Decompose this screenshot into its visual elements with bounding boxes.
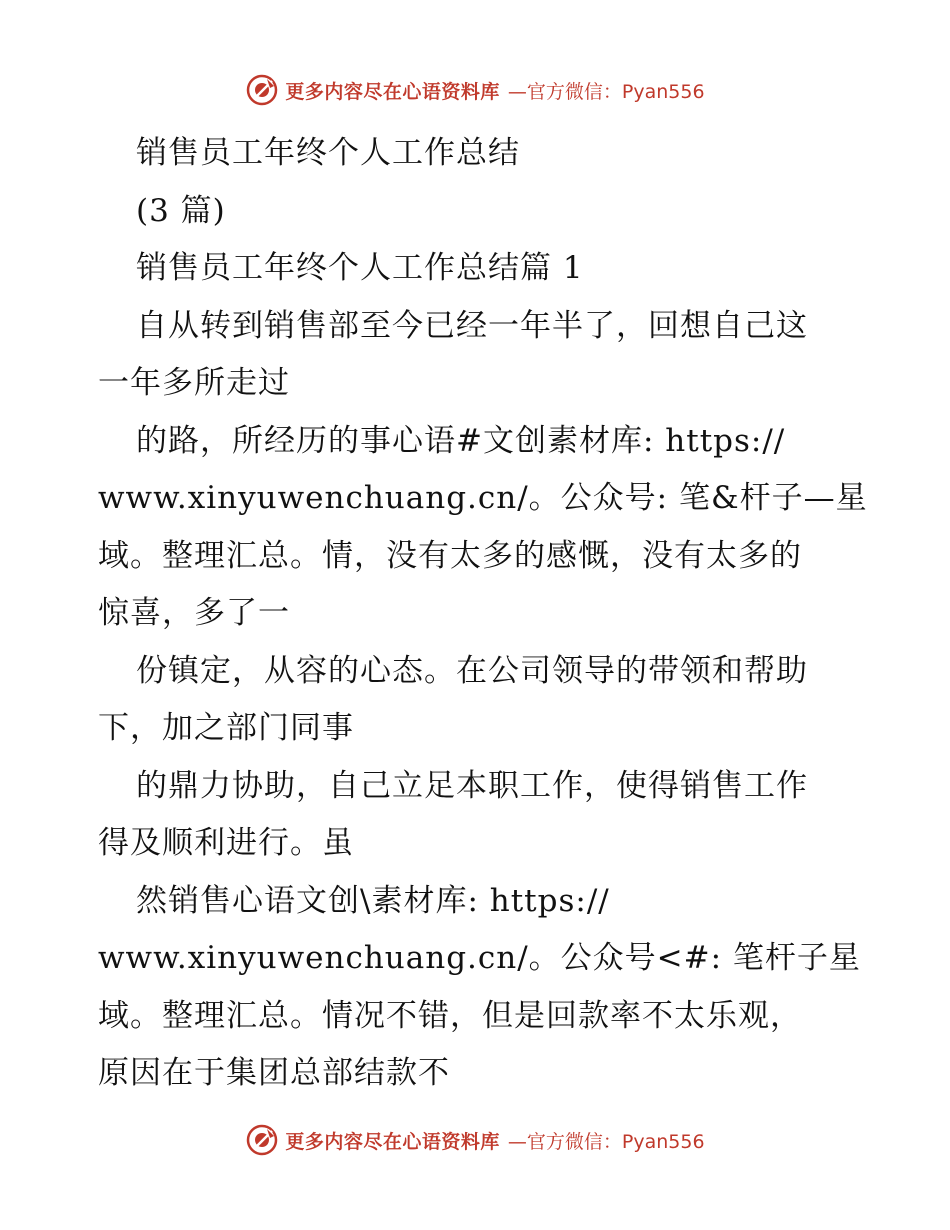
document-body (98, 125, 868, 1103)
banner-brand-text: 更多内容尽在心语资料库 (285, 1130, 500, 1153)
text-line: 惊喜，多了一 (98, 595, 290, 631)
text-line: 原因在于集团总部结款不 (98, 1055, 450, 1091)
text-line: www.xinyuwenchuang.cn/。公众号: 笔&杆子—星 (98, 480, 868, 516)
text-line: 域。整理汇总。情，没有太多的感慨，没有太多的 (98, 537, 802, 574)
text-line: 下，加之部门同事 (98, 710, 354, 746)
text-line: 得及顺利进行。虽 (98, 825, 354, 861)
text-line: 然销售心语文创\素材库: https:// (136, 882, 610, 919)
banner-brand-text: 更多内容尽在心语资料库 (285, 80, 500, 103)
doc-title: 销售员工年终个人工作总结 (136, 135, 520, 171)
text-line: 一年多所走过 (98, 365, 290, 401)
text-line: 域。整理汇总。情况不错，但是回款率不太乐观， (98, 997, 802, 1034)
section-heading: 销售员工年终个人工作总结篇 1 (136, 250, 584, 286)
footer-banner (0, 1120, 950, 1160)
banner-contact-text: —官方微信：Pyan556 (507, 1130, 705, 1153)
text-line: 的路，所经历的事心语#文创素材库: https:// (136, 422, 786, 459)
text-line: www.xinyuwenchuang.cn/。公众号<#: 笔杆子星 (98, 940, 861, 976)
text-line: 份镇定，从容的心态。在公司领导的带领和帮助 (136, 652, 808, 689)
text-line: 的鼎力协助，自己立足本职工作，使得销售工作 (136, 767, 808, 804)
doc-subtitle: (3 篇) (136, 192, 226, 229)
text-line: 自从转到销售部至今已经一年半了，回想自己这 (136, 307, 808, 344)
banner-contact-text: —官方微信：Pyan556 (507, 80, 705, 103)
header-banner (0, 70, 950, 110)
pen-logo-icon (245, 73, 279, 107)
pen-logo-icon (245, 1123, 279, 1157)
